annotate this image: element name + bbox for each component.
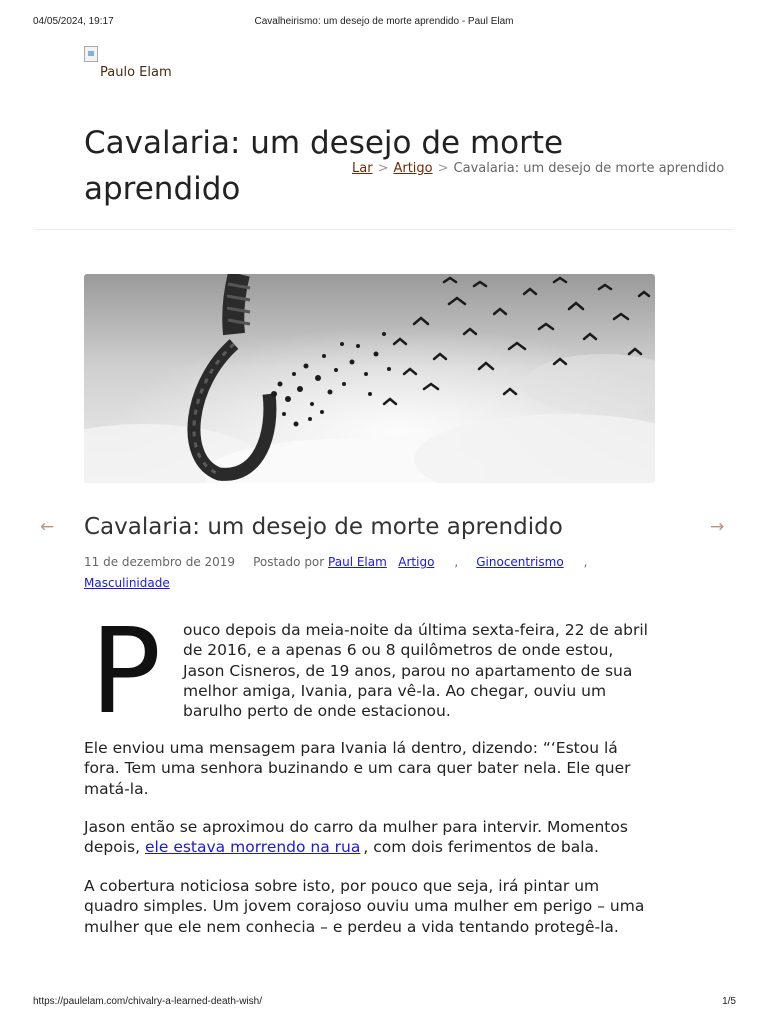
drop-cap: P: [90, 602, 162, 740]
paragraph: Jason então se aproximou do carro da mulher para intervir. Momentos depois, ele estava morrendo na rua , com dois ferimentos de bala.: [84, 818, 628, 857]
paragraph: ouco depois da meia-noite da última sexta-feira, 22 de abril de 2016, e a apenas 6 ou 8 quilômetros de onde estou, Jason Cisneros, de 19 anos, parou no apartamento de sua melhor amiga, Ivania, para vê-la. Ao chegar, ouviu um barulho perto de onde estacionou.: [183, 621, 648, 721]
post-date: 11 de dezembro de 2019: [84, 555, 236, 569]
paragraph: Ele enviou uma mensagem para Ivania lá dentro, dizendo: “‘Estou lá fora. Tem uma senhora buzinando e um cara quer bater nela. Ele quer matá-la.: [84, 739, 631, 798]
author-link[interactable]: Paul Elam: [328, 555, 387, 569]
page-title: Cavalaria: um desejo de morte aprendido: [84, 125, 564, 207]
breadcrumb: [352, 161, 724, 176]
logo-alt-text: Paulo Elam: [100, 65, 172, 78]
print-page-number: 1/5: [722, 996, 736, 1007]
site-logo-link[interactable]: [84, 46, 204, 78]
header-divider: [35, 229, 733, 230]
hero-image: [84, 274, 655, 483]
arrow-left-icon[interactable]: ←: [40, 517, 55, 537]
breadcrumb-current: Cavalaria: um desejo de morte aprendido: [453, 161, 725, 176]
article-title: Cavalaria: um desejo de morte aprendido: [84, 514, 563, 540]
paragraph: A cobertura noticiosa sobre isto, por pouco que seja, irá pintar um quadro simples. Um jovem corajoso ouviu uma mulher em perigo – uma mulher que ele nem conhecia – e perdeu a vida tentando protegê-la.: [84, 877, 645, 936]
posted-by-label: Postado por: [253, 555, 325, 569]
breadcrumb-category-link[interactable]: Artigo: [393, 161, 433, 176]
breadcrumb-separator-icon: >: [377, 161, 389, 176]
news-link[interactable]: ele estava morrendo na rua: [145, 838, 361, 857]
category-link[interactable]: Ginocentrismo: [476, 555, 564, 569]
print-url: https://paulelam.com/chivalry-a-learned-death-wish/: [33, 996, 262, 1007]
post-meta: 11 de dezembro de 2019 Postado por Paul Elam Artigo , Ginocentrismo , Masculinidade: [84, 555, 588, 590]
breadcrumb-separator-icon: >: [437, 161, 449, 176]
arrow-right-icon[interactable]: →: [710, 517, 725, 537]
broken-image-icon: [84, 46, 98, 62]
breadcrumb-home-link[interactable]: Lar: [352, 161, 373, 176]
print-doc-title: Cavalheirismo: um desejo de morte aprendido - Paul Elam: [254, 16, 514, 27]
category-link[interactable]: Artigo: [398, 555, 435, 569]
category-link[interactable]: Masculinidade: [84, 576, 170, 590]
print-date: 04/05/2024, 19:17: [33, 16, 114, 27]
